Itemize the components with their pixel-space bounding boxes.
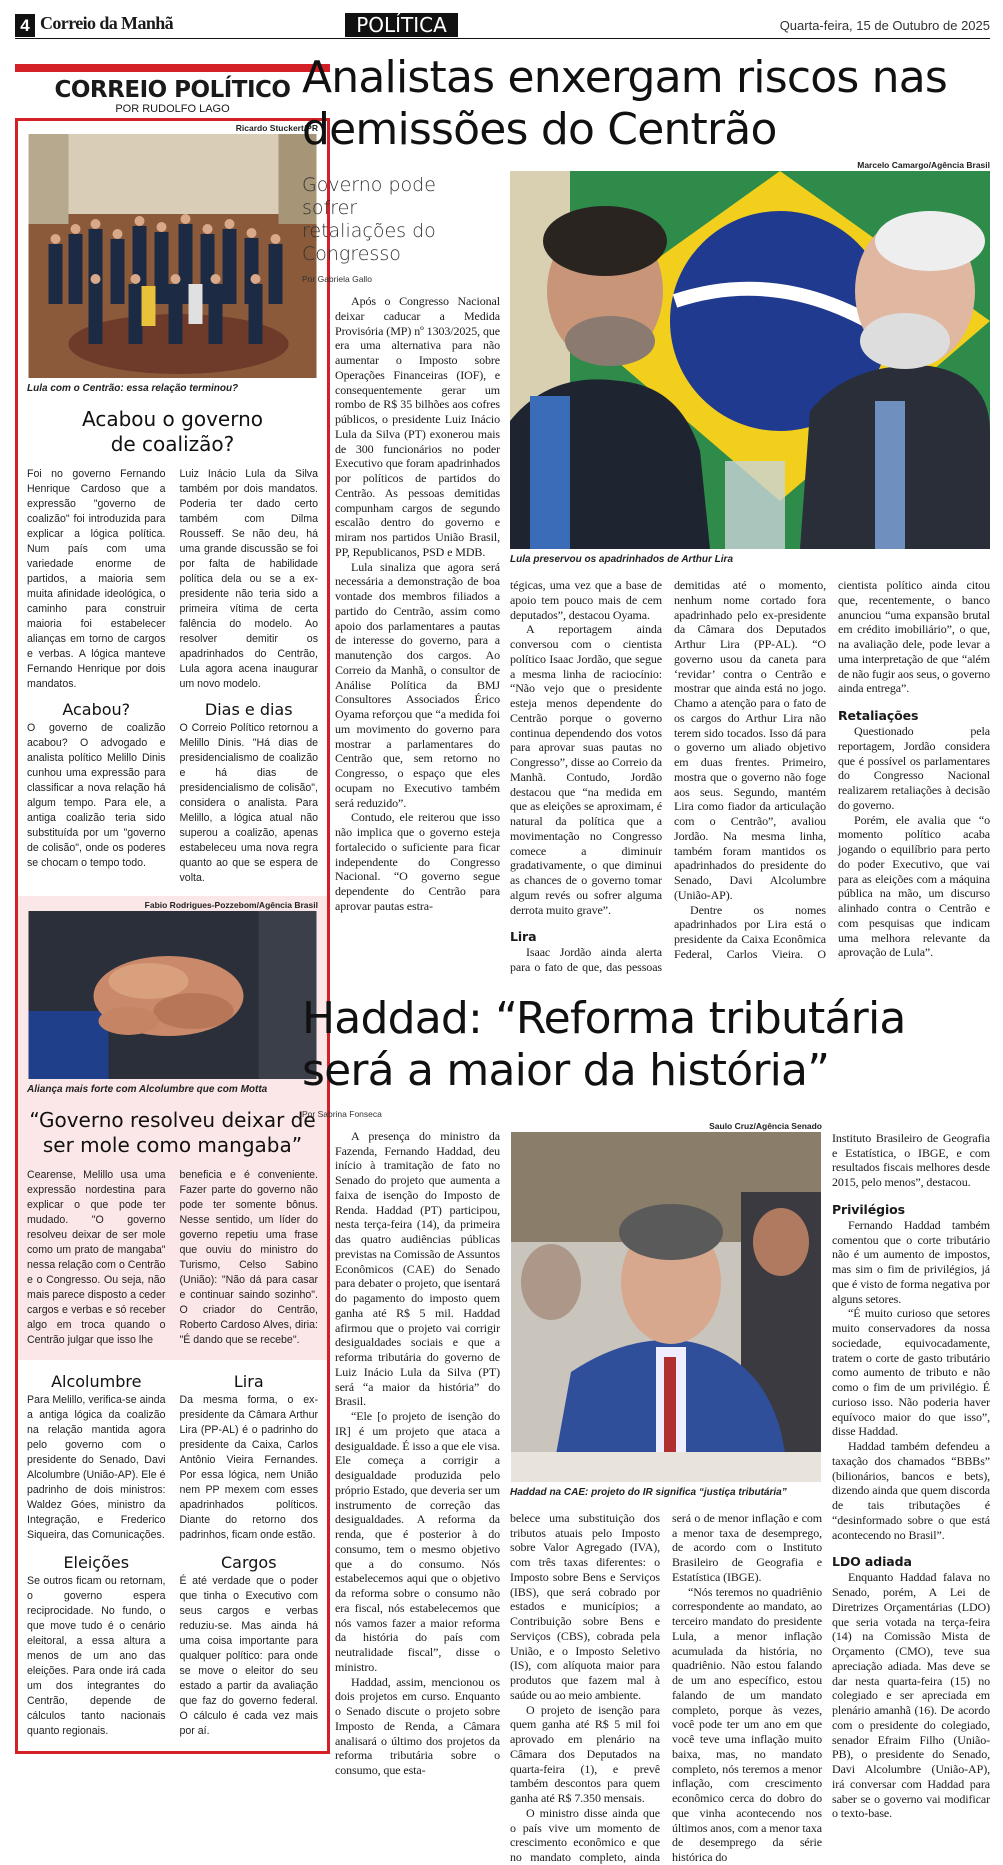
article-paragraph: belece uma substituição dos tributos atuais pelo Imposto sobre Valor Agregado (IVA), com três taxas diferentes: o Imposto sobre Bens e Serviços (IBS), que será cobrado por estados e municípios; a Contribuição sobre Bens e Serviços (CBS), cobrada pela União, e o Imposto Seletivo (IS), com alíquota maior para produtos que fazem mal à saúde ou ao meio ambiente. [510,1510,660,1702]
column-paragraph: Cearense, Melillo usa uma expressão nordestina para explicar o que pode ter mudado. "O governo resolveu deixar de ser mole como um prato de mangaba" nessa relação com o Centrão e o Congresso. Ou seja, não mais parece disposto a ceder cargos e verbas e só receber algo em troca quando o Centrão julgar que isso lhe [27,1169,166,1346]
article-paragraph: Fernando Haddad também comentou que o corte tributário não é um aumento de impostos, mas sim o fim de privilégios, já que é visto de forma negativa por alguns setores. [832,1217,990,1306]
article-paragraph: tégicas, uma vez que a base de apoio tem pouco mais de cem deputados”, destacou Oyama. [510,578,662,622]
column-paragraph: O governo de coalizão acabou? O advogado e analista político Melillo Dinis cunhou uma expressão para classificar a nova relação há algum tempo. Para ele, a antiga coalizão teria sido substituída por um "governo de colisão", onde os poderes se chocam o tempo todo. [27,722,166,869]
column-section [180,700,319,886]
column-paragraph: Se outros ficam ou retornam, o governo espera reciprocidade. No fundo, o que move tudo é o cenário eleitoral, a essa altura a menos de um ano das eleições. Para onde irá cada um dos integrantes do Centrão, depende de cálculos tanto nacionais quanto regionais. [27,1575,166,1737]
article-paragraph: Instituto Brasileiro de Geografia e Estatística, o IBGE, e com resultados fiscais melhores desde 2015, pelo menos”, destacou. [832,1130,990,1189]
column-box [15,118,330,1754]
article-paragraph: Contudo, ele reiterou que isso não implica que o governo esteja fortalecido o suficiente para ficar independente do Congresso Nacional. “O governo segue dependente do Centrão para aprovar pautas estra- [335,810,500,913]
quote-heading: “Governo resolveu deixar de ser mole como mangaba” [29,1108,316,1157]
page-number: 4 [15,14,35,37]
photo-credit: Ricardo Stuckert/PR [235,123,318,133]
article-subheading: Lira [510,929,537,945]
photo-caption: Haddad na CAE: projeto do IR significa “justiça tributária” [510,1486,787,1498]
lira-lula-photo [510,171,990,549]
article1-byline: Por Gabriela Gallo [302,274,372,284]
article-paragraph: “Nós teremos no quadriênio correspondente ao mandato, ao terceiro mandato do presidente Lula, a menor inflação acumulada da história, no quadriênio. Não estou falando de um ano específico, estou falando de um mandato completo, porque às vezes, você pode ter um ano em que você teve uma inflação muito baixa, mas, no mandato completo, nós teremos a menor inflação, com crescimento econômico cerca do dobro do que vinha acontecendo nos últimos anos, com a menor taxa de desemprego da série histórica do [672,1584,822,1864]
article-paragraph: Após o Congresso Nacional deixar caducar a Medida Provisória (MP) nº 1303/2025, que era uma alternativa para não aumentar o Imposto sobre Operações Financeiras (IOF), e consequentemente gerar um rombo de R$ 35 bilhões aos cofres públicos, o presidente Luiz Inácio Lula da Silva (PT) exonerou mais de 300 funcionários no poder Executivo que foram apadrinhados por políticos de partidos do Centrão. As pessoas demitidas compunham cargos de segundo escalão dentro do governo e miram nos partidos União Brasil, PP, Republicanos, PSD e MDB. [335,294,500,559]
article1-left [302,160,500,975]
article2-byline: Por Sabrina Fonseca [302,1108,382,1119]
article1-continuation [510,578,990,975]
photo-credit: Saulo Cruz/Agência Senado [709,1120,822,1131]
column-section [27,1553,166,1739]
haddad-photo [510,1132,822,1482]
column-paragraph: Para Melillo, verifica-se ainda a antiga lógica da coalizão na relação mantida agora pelo governo com o presidente do Senado, Davi Alcolumbre (União-AP). Ele é padrinho de dois ministros: Waldez Góes, ministro da Integração, e Frederico Siqueira, das Comunicações. [27,1394,166,1541]
quote-text [27,1168,318,1348]
article-paragraph: “Ele [o projeto de isenção do IR] é um projeto que ataca a desigualdade. É isso a que ele visa. Ele começa a corrigir a desigualdade produzida pelo próprio Estado, que deveria ser um instrumento de correção das desigualdades. A reforma da renda, que é posterior à do consumo, tem o mesmo objetivo que a do consumo. Nós estabelecemos aqui que o objetivo da reforma sobre o consumo não era fiscal, nós estabelecemos que nós vamos fazer a maior reforma da história do país com neutralidade fiscal”, disse o ministro. [335,1409,501,1674]
article-subheading: Retaliações [838,708,919,723]
column-accent-bar [15,64,330,72]
column-paragraph: Da mesma forma, o ex-presidente da Câmara Arthur Lira (PP-AL) é o padrinho do presidente da Caixa, Carlos Antônio Vieira Fernandes. Por essa lógica, nem União nem PP mexem com esses apadrinhados políticos. Diante do retorno dos padrinhos, ficam onde estão. [179,1394,318,1541]
section-heading: Lira [233,1372,264,1391]
article-subheading: LDO adiada [832,1554,912,1570]
article2-middle [510,1101,822,1865]
column-section [27,700,166,886]
photo-credit: Marcelo Camargo/Agência Brasil [857,160,990,170]
article-paragraph: Dentre os nomes apadrinhados por Lira está o presidente da Caixa Econômica Federal, Carlos Vieira. O cientista político ainda citou que, recentemente, o banco anunciou “uma expansão brutal em crédito imobiliário”, o que, na avaliação dele, pode levar a uma interpretação de que “além de não fugir aos seus, o governo ainda entrega”. [674,578,990,961]
photo-caption: Lula com o Centrão: essa relação terminou? [27,383,239,394]
article-paragraph: A presença do ministro da Fazenda, Fernando Haddad, deu início à tramitação de fato no Senado do projeto que aumenta a faixa de isenção do Imposto de Renda. Haddad (PT) participou, nesta terça-feira (14), da primeira das quatro audiências públicas previstas na Comissão de Assuntos Econômicos (CAE) do Senado para debater o projeto, que isentará do pagamento do imposto quem ganha até R$ 5 mil. Haddad afirmou que o projeto vai corrigir desigualdades sociais e que a reforma tributária do governo de Luiz Inácio Lula da Silva (PT) será “a maior da história” do Brasil. [335,1128,500,1409]
column-sections-b [27,1372,318,1739]
article-paragraph: Enquanto Haddad falava no Senado, porém, A Lei de Diretrizes Orçamentárias (LDO) que seria votada na terça-feira (14) na Comissão Mista de Orçamento (CMO), teve sua apreciação adiada. Mas deve se dar nesta quarta-feira (15) no colegiado e ser apreciada em plenário amanhã (16). De acordo com o presidente do colegiado, senador Efraim Filho (União-PB), o presidente do Senado, Davi Alcolumbre (União-AP), irá conversar com Haddad para saber se o governo vai modificar o texto-base. [832,1570,990,1821]
article2-left [302,1101,500,1865]
section-heading: Acabou? [62,700,131,719]
quote-section [18,896,327,1360]
article1-subhead: Governo pode sofrer retaliações do Congresso [302,174,436,265]
column-heading: Acabou o governo de coalizão? [82,407,263,456]
photo-caption: Aliança mais forte com Alcolumbre que com Motta [27,1084,268,1095]
article2-col4 [832,1101,990,1865]
header-divider [15,38,990,39]
column-sections-a [27,700,318,886]
article-paragraph: “É muito curioso que setores muito conservadores da nossa sociedade, equivocadamente, tratem o corte de gasto tributário como aumento de tributo e não como o fim de um privilégio. É curioso isso. Não poderia haver equívoco maior do que isso”, disse Haddad. [832,1306,990,1439]
correio-politico-column [15,64,330,1754]
article-paragraph: Porém, ele avalia que “o momento político acaba jogando o equilíbrio para perto do poder Executivo, que vai para as eleições com a máquina pública na mão, um discurso alinhado contra o Centrão e com pesquisas que indicam uma melhora relevante da aprovação de Lula”. [838,812,990,960]
section-heading: Dias e dias [204,700,293,719]
article2-headline: Haddad: “Reforma tributária será a maior da história” [302,992,906,1096]
photo-credit: Fabio Rodrigues-Pozzebom/Agência Brasil [144,900,318,910]
column-section [27,1372,166,1543]
article2 [302,1101,990,1865]
group-photo [27,134,318,378]
handshake-photo [27,911,318,1079]
main-articles [302,52,990,1865]
section-heading: Cargos [220,1553,277,1572]
column-paragraph: beneficia e é conveniente. Fazer parte do governo não pode ter somente bônus. Nesse sentido, um líder do governo repetiu uma frase que ouviu do ministro do Turismo, Celso Sabino (União): "Não dá para casar e continuar saindo sozinho". O criador do Centrão, Roberto Cardoso Alves, diria: "É dando que se recebe". [179,1169,318,1346]
section-label: POLÍTICA [345,13,458,37]
column-section [180,1372,319,1543]
article-paragraph: O ministro disse ainda que o país vive um momento de crescimento econômico e que no mandato completo, ainda será o de menor inflação e com a menor taxa de desemprego, de acordo com o Instituto Brasileiro de Geografia e Estatística (IBGE). [510,1510,822,1864]
column-intro [27,467,318,692]
section-heading: Eleições [63,1553,130,1572]
column-paragraph: O Correio Político retornou a Melillo Dinis. "Há dias de presidencialismo de coalizão e há dias de presidencialismo de colisão", considera o analista. Para Melillo, a lógica atual não superou a coalizão, apenas estabeleceu uma nova regra quanto ao que se espera de volta. [179,722,318,884]
article1-right [510,160,990,975]
article-paragraph: Haddad, assim, mencionou os dois projetos em curso. Enquanto o Senado discute o projeto sobre Imposto de Renda, a Câmara analisará o último dos projetos da reforma tributária sobre o consumo, que esta- [335,1674,500,1777]
photo-caption: Lula preservou os apadrinhados de Arthur Lira [510,554,734,565]
article1-col1 [335,294,500,914]
article-paragraph: Lula sinaliza que agora será necessária a demonstração de boa vontade dos membros filiados a partido do Centrão, assim como apoio dos parlamentares a pautas de interesse do governo, para a manutenção dos cargos. Ao Correio da Manhã, o consultor de Análise Política da BMJ Consultores Associados Érico Oyama reforçou que “a medida foi um movimento do governo para mostrar a parlamentares do Centrão que, sem retorno no Congresso, o espaço que eles ocupam no Executivo também será reduzido”. [335,559,500,810]
column-title: CORREIO POLÍTICO [54,77,291,103]
article-paragraph: A reportagem ainda conversou com o cientista político Isaac Jordão, que segue a mesma linha de raciocínio: “Não vejo que o presidente esteja menos dependente do Centrão porque o governo continua dependendo dos votos para aprovar suas pautas no Congresso”, disse ao Correio da Manhã. Contudo, Jordão destacou que “na medida em que as eleições se aproximam, é natural da política que a movimentação no Congresso comece a diminuir gradativamente, o que diminui as chances de o governo tomar algum revés ou sofrer alguma derrota muito grave”. [510,622,662,917]
column-paragraph: Foi no governo Fernando Henrique Cardoso que a expressão "governo de coalizão" foi introduzida para explicar a lógica política. Num país com uma variedade enorme de partidos, a maioria sem muita afinidade ideológica, o caminho para construir maioria foi estabelecer alianças em torno de cargos e verbas. A lógica manteve Fernando Henrique por dois mandatos. [27,468,166,690]
section-heading: Alcolumbre [51,1372,142,1391]
article-paragraph: Haddad também defendeu a taxação dos chamados “BBBs” (bilionários, bancos e bets), dizendo ainda que quem discorda de tais tributações é “desinformado sobre o que está acontecendo no Brasil”. [832,1439,990,1542]
column-paragraph: É até verdade que o poder que tinha o Executivo com seus cargos e verbas reduziu-se. Mas ainda há uma coisa importante para qualquer político: para onde se move o eleitor do seu estado a partir da avaliação que faz do governo federal. O cálculo é cada vez mais por aí. [179,1575,318,1737]
column-section [180,1553,319,1739]
article-paragraph: Isaac Jordão ainda alerta para o fato de que, das pessoas demitidas até o momento, nenhum nome cortado fora apadrinhado pelo ex-presidente da Câmara dos Deputados Arthur Lira (PP-AL). “O governo usou da caneta para ‘revidar’ contra o Centrão e mostrar que ainda está no jogo. Chamo a atenção para o fato de os cargos do Arthur Lira não terem sido tocados. Isso dá para o governo um aliado objetivo em duas frentes. Primeiro, mostra que o governo não foge aos seus. Segundo, mantém Lira como fiador da articulação com o Centrão”, avaliou Jordão. Na mesma linha, também foram mantidos os apadrinhados do presidente do Senado, Davi Alcolumbre (União-AP). [510,578,826,974]
newspaper-name: Correio da Manhã [40,13,174,33]
article1 [302,160,990,975]
article-paragraph: Questionado pela reportagem, Jordão considera que é possível os parlamentares do Congresso Nacional realizarem retaliações à decisão do governo. [838,724,990,812]
column-byline: POR RUDOLFO LAGO [115,103,230,115]
article-paragraph: O projeto de isenção para quem ganha até R$ 5 mil foi aprovado em plenário na Câmara dos Deputados na quarta-feira (1), e prevê também descontos para quem ganha até R$ 7.350 mensais. [510,1702,660,1805]
column-paragraph: Luiz Inácio Lula da Silva também por dois mandatos. Poderia ter dado certo também com Dilma Rousseff. Se não deu, há uma grande discussão se foi por falta de habilidade política dela ou se a ex-presidente não teria sido a primeira vítima de certa falência do modelo. Ao resolver demitir os apadrinhados do Centrão, Lula agora acena inaugurar um novo modelo. [179,468,318,690]
article1-headline: Analistas enxergam riscos nas demissões do Centrão [302,52,948,155]
edition-date: Quarta-feira, 15 de Outubro de 2025 [779,18,990,33]
article2-continuation [510,1511,822,1865]
article-subheading: Privilégios [832,1201,905,1217]
article2-col1 [335,1129,500,1778]
